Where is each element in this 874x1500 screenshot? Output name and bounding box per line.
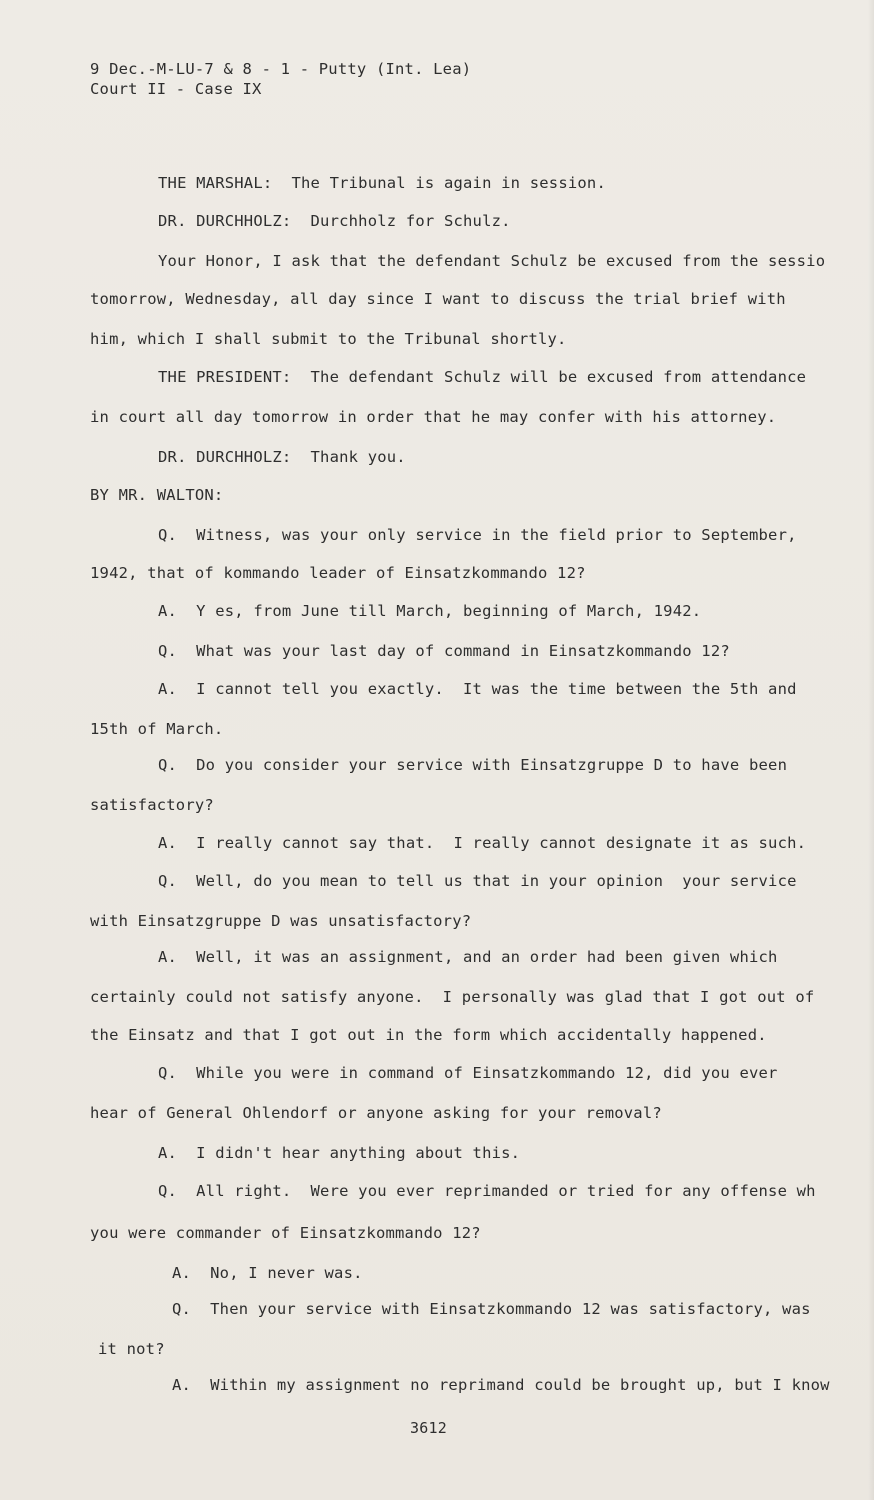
transcript-line: BY MR. WALTON: [90, 486, 224, 504]
transcript-line: Q. All right. Were you ever reprimanded or tried for any offense wh [158, 1182, 816, 1200]
transcript-line: certainly could not satisfy anyone. I personally was glad that I got out of [90, 988, 815, 1006]
transcript-line: it not? [98, 1340, 165, 1358]
transcript-line: A. I didn't hear anything about this. [158, 1144, 521, 1162]
transcript-line: satisfactory? [90, 796, 214, 814]
transcript-line: A. I really cannot say that. I really cannot designate it as such. [158, 834, 807, 852]
transcript-line: him, which I shall submit to the Tribunal shortly. [90, 330, 567, 348]
page-number: 3612 [410, 1419, 447, 1437]
transcript-line: A. Within my assignment no reprimand could be brought up, but I know [172, 1376, 830, 1394]
transcript-line: Q. Do you consider your service with Einsatzgruppe D to have been [158, 756, 788, 774]
transcript-line: Q. What was your last day of command in Einsatzkommando 12? [158, 642, 730, 660]
transcript-line: Q. Well, do you mean to tell us that in your opinion your service [158, 872, 797, 890]
header-line-1: 9 Dec.-M-LU-7 & 8 - 1 - Putty (Int. Lea) [90, 60, 472, 78]
header-line-2: Court II - Case IX [90, 80, 262, 98]
transcript-line: Your Honor, I ask that the defendant Schulz be excused from the sessio [158, 252, 826, 270]
transcript-line: THE PRESIDENT: The defendant Schulz will be excused from attendance [158, 368, 807, 386]
transcript-line: 15th of March. [90, 720, 224, 738]
transcript-line: you were commander of Einsatzkommando 12? [90, 1224, 481, 1242]
transcript-line: with Einsatzgruppe D was unsatisfactory? [90, 912, 472, 930]
transcript-line: DR. DURCHHOLZ: Thank you. [158, 448, 406, 466]
page-edge [868, 0, 874, 1500]
transcript-line: DR. DURCHHOLZ: Durchholz for Schulz. [158, 212, 511, 230]
transcript-line: A. Well, it was an assignment, and an order had been given which [158, 948, 778, 966]
transcript-line: Q. Witness, was your only service in the field prior to September, [158, 526, 797, 544]
transcript-line: tomorrow, Wednesday, all day since I want to discuss the trial brief with [90, 290, 786, 308]
transcript-line: THE MARSHAL: The Tribunal is again in session. [158, 174, 606, 192]
transcript-line: Q. Then your service with Einsatzkommando 12 was satisfactory, was [172, 1300, 811, 1318]
transcript-line: Q. While you were in command of Einsatzkommando 12, did you ever [158, 1064, 778, 1082]
transcript-line: 1942, that of kommando leader of Einsatzkommando 12? [90, 564, 586, 582]
transcript-line: hear of General Ohlendorf or anyone asking for your removal? [90, 1104, 662, 1122]
transcript-line: A. Y es, from June till March, beginning of March, 1942. [158, 602, 702, 620]
transcript-line: A. No, I never was. [172, 1264, 363, 1282]
transcript-line: the Einsatz and that I got out in the form which accidentally happened. [90, 1026, 767, 1044]
transcript-line: in court all day tomorrow in order that he may confer with his attorney. [90, 408, 777, 426]
transcript-line: A. I cannot tell you exactly. It was the time between the 5th and [158, 680, 797, 698]
